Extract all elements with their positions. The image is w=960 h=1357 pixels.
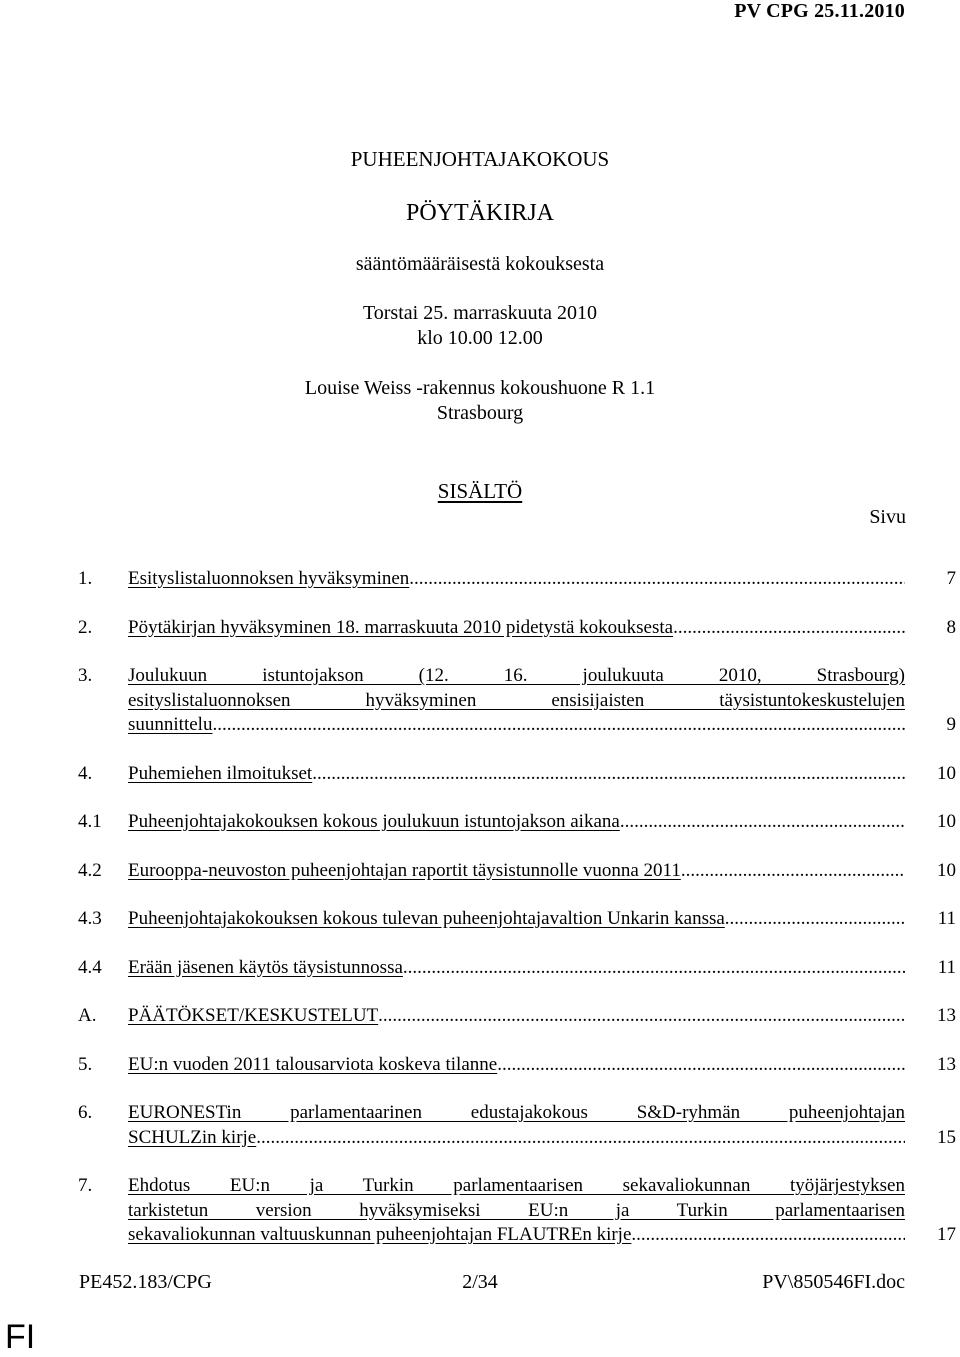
toc-dot-leader <box>256 1126 905 1151</box>
toc-entry-title <box>128 810 905 835</box>
toc-dot-leader <box>212 713 905 738</box>
toc-entry-page: 10 <box>937 762 956 784</box>
toc-dot-leader <box>378 1004 905 1029</box>
contents-heading-wrap <box>0 479 960 504</box>
toc-entry[interactable] <box>78 616 956 641</box>
toc-entry-title-line: Ehdotus EU:n ja Turkin parlamentaarisen sekavaliokunnan työjärjestyksen <box>128 1175 905 1196</box>
toc-dot-leader <box>403 956 905 981</box>
toc-entry[interactable] <box>78 567 956 592</box>
toc-dot-leader <box>409 567 905 592</box>
toc-dot-leader <box>312 762 905 787</box>
meeting-date: Torstai 25. marraskuuta 2010 <box>362 302 598 324</box>
toc-entry-title <box>128 616 905 641</box>
meeting-venue: Louise Weiss -rakennus kokoushuone R 1.1 <box>304 377 656 399</box>
toc-entry-title <box>128 1053 905 1078</box>
toc-entry-title-line: EURONESTin parlamentaarinen edustajakokous S&D-ryhmän puheenjohtajan <box>128 1102 905 1123</box>
toc-entry-page: 10 <box>937 859 956 881</box>
toc-entry-title <box>128 567 905 592</box>
toc-entry-title <box>128 907 905 932</box>
meeting-time: klo 10.00 12.00 <box>417 327 543 349</box>
toc-entry-page: 9 <box>946 714 956 735</box>
toc-entry-title <box>128 956 905 981</box>
page-column-heading: Sivu <box>869 506 906 528</box>
toc-entry-title <box>128 664 905 738</box>
toc-entry-page: 17 <box>937 1224 956 1245</box>
toc-entry-title <box>128 859 905 884</box>
toc-entry-title-line: PÄÄTÖKSET/KESKUSTELUT <box>128 1005 379 1026</box>
document-subtitle: PÖYTÄKIRJA <box>405 200 554 226</box>
language-code: FI <box>5 1318 36 1356</box>
toc-dot-leader <box>681 859 905 884</box>
toc-entry[interactable] <box>78 1004 956 1029</box>
toc-entry-page: 8 <box>946 616 956 638</box>
toc-entry[interactable] <box>78 1053 956 1078</box>
toc-entry-title-line: Joulukuun istuntojakson (12. 16. joulukuuta 2010, Strasbourg) <box>128 665 905 686</box>
toc-entry[interactable] <box>78 762 956 787</box>
toc-entry-page: 10 <box>937 811 956 832</box>
toc-entry-title-line: Erään jäsenen käytös täysistunnossa <box>128 956 403 978</box>
toc-entry-title-line: Esityslistaluonnoksen hyväksyminen <box>128 568 410 589</box>
toc-entry-page: 15 <box>937 1126 956 1148</box>
toc-entry-number: 2. <box>78 616 93 638</box>
toc-entry-title-line: SCHULZin kirje <box>128 1126 257 1148</box>
toc-entry-number: 4.1 <box>78 811 102 832</box>
toc-entry-number: A. <box>78 1005 97 1026</box>
toc-dot-leader <box>631 1223 905 1248</box>
toc-entry-title-line: EU:n vuoden 2011 talousarviota koskeva tilanne <box>128 1053 498 1075</box>
toc-entry-number: 7. <box>78 1175 93 1196</box>
toc-dot-leader <box>725 907 905 932</box>
toc-entry-title <box>128 762 905 787</box>
toc-entry[interactable] <box>78 1174 956 1248</box>
toc-entry-title-line: sekavaliokunnan valtuuskunnan puheenjohtajan FLAUTREn kirje <box>128 1224 632 1245</box>
toc-entry-title-line: Pöytäkirjan hyväksyminen 18. marraskuuta 2010 pidetystä kokouksesta <box>128 616 674 638</box>
toc-entry-page: 11 <box>937 908 956 929</box>
footer-reference: PE452.183/CPG <box>79 1271 212 1293</box>
toc-entry-page: 11 <box>937 956 956 978</box>
toc-entry-number: 1. <box>78 568 93 589</box>
toc-entry-title-line: Puhemiehen ilmoitukset <box>128 762 313 784</box>
toc-entry-title-line: tarkistetun version hyväksymiseksi EU:n ja Turkin parlamentaarisen <box>128 1199 905 1221</box>
toc-entry-number: 4. <box>78 762 93 784</box>
toc-entry[interactable] <box>78 810 956 835</box>
toc-entry-number: 6. <box>78 1102 93 1123</box>
meeting-type: sääntömääräisestä kokouksesta <box>355 253 605 275</box>
toc-dot-leader <box>620 810 905 835</box>
toc-entry-page: 13 <box>937 1053 956 1075</box>
toc-entry-title-line: esityslistaluonnoksen hyväksyminen ensisijaisten täysistuntokeskustelujen <box>128 689 905 711</box>
toc-entry-number: 4.3 <box>78 908 102 929</box>
toc-entry-page: 13 <box>937 1005 956 1026</box>
footer-filename: PV\850546FI.doc <box>762 1271 905 1293</box>
footer-page-number: 2/34 <box>462 1271 498 1293</box>
toc-entry[interactable] <box>78 907 956 932</box>
toc-entry[interactable] <box>78 1101 956 1150</box>
toc-entry[interactable] <box>78 859 956 884</box>
toc-entry-title <box>128 1174 905 1248</box>
toc-entry-title-line: Puheenjohtajakokouksen kokous tulevan puheenjohtajavaltion Unkarin kanssa <box>128 908 725 929</box>
toc-dot-leader <box>673 616 905 641</box>
toc-entry-number: 4.2 <box>78 859 102 881</box>
toc-entry-title <box>128 1101 905 1150</box>
document-title: PUHEENJOHTAJAKOKOUS <box>350 147 610 171</box>
contents-heading: SISÄLTÖ <box>437 479 523 503</box>
toc-entry-title-line: suunnittelu <box>128 714 213 735</box>
toc-entry-title-line: Puheenjohtajakokouksen kokous joulukuun istuntojakson aikana <box>128 811 620 832</box>
toc-entry-title-line: Eurooppa-neuvoston puheenjohtajan raportit täysistunnolle vuonna 2011 <box>128 859 681 881</box>
toc-entry-page: 7 <box>946 568 956 589</box>
meeting-city: Strasbourg <box>436 402 524 424</box>
toc-dot-leader <box>497 1053 905 1078</box>
toc-entry-number: 4.4 <box>78 956 102 978</box>
toc-entry-number: 3. <box>78 665 93 686</box>
toc-entry-number: 5. <box>78 1053 93 1075</box>
toc-entry-title <box>128 1004 905 1029</box>
table-of-contents <box>78 567 956 1272</box>
toc-entry[interactable] <box>78 664 956 738</box>
toc-entry[interactable] <box>78 956 956 981</box>
document-reference: PV CPG 25.11.2010 <box>734 0 905 22</box>
